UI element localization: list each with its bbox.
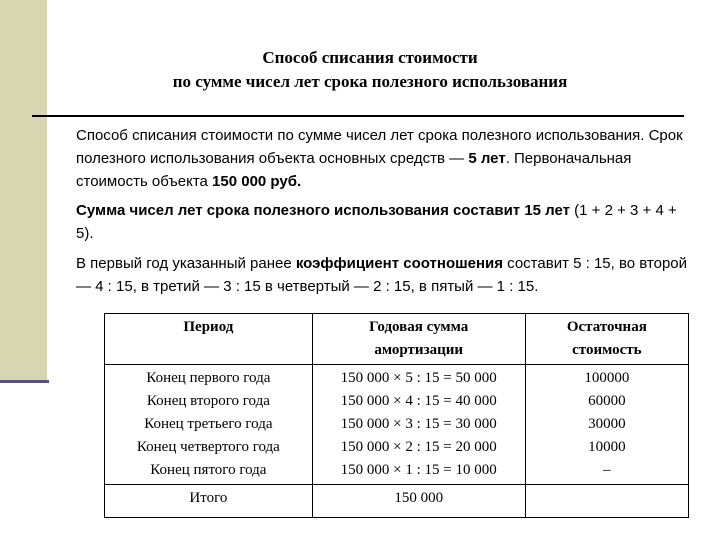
header-annual-amount-line2: амортизации <box>374 342 464 358</box>
title-line-2: по сумме чисел лет срока полезного использования <box>172 72 568 91</box>
p2-text: (1 + 2 + 3 + 4 + 5). <box>76 202 677 242</box>
header-residual-value-line2: стоимость <box>572 342 642 358</box>
amount-4: 150 000 × 2 : 15 = 20 000 <box>340 439 497 455</box>
paragraph-coefficients <box>76 252 696 298</box>
residual-4: 10000 <box>588 439 626 455</box>
amount-5: 150 000 × 1 : 15 = 10 000 <box>340 462 497 478</box>
period-4: Конец четвертого года <box>136 439 280 455</box>
period-1: Конец первого года <box>146 370 271 386</box>
total-empty-cell <box>525 485 688 518</box>
p1-bold-term: 5 лет <box>468 150 506 167</box>
side-decoration-bar <box>0 0 47 382</box>
p1-bold-cost: 150 000 руб. <box>212 173 302 190</box>
amount-2: 150 000 × 4 : 15 = 40 000 <box>340 393 497 409</box>
total-label: Итого <box>105 485 313 518</box>
period-3: Конец третьего года <box>144 416 273 432</box>
residual-5: – <box>603 462 611 478</box>
amortization-table <box>104 313 689 518</box>
side-decoration-rule <box>0 380 49 383</box>
header-period: Период <box>105 314 313 365</box>
amount-cell <box>312 365 525 485</box>
residual-1: 100000 <box>584 370 630 386</box>
period-cell <box>105 365 313 485</box>
residual-3: 30000 <box>588 416 626 432</box>
paragraph-intro <box>76 124 696 193</box>
header-residual-value-line1: Остаточная <box>566 319 647 335</box>
p3-text-2: составит 5 : 15, во второй — 4 : 15, в третий — 3 : 15 в четвертый — 2 : 15, в пятый — 1 : 15. <box>76 255 688 295</box>
header-annual-amount-line1: Годовая сумма <box>369 319 469 335</box>
total-value: 150 000 <box>312 485 525 518</box>
table-total-row <box>105 485 689 518</box>
paragraph-sum-years <box>76 199 696 245</box>
header-residual-value <box>525 314 688 365</box>
table-body-row <box>105 365 689 485</box>
p1-text-1: Способ списания стоимости по сумме чисел лет срока полезного использования. Срок полезного использования объекта основных средств — <box>76 127 683 167</box>
p3-text-1: В первый год указанный ранее <box>76 255 296 272</box>
table-header-row <box>105 314 689 365</box>
residual-cell <box>525 365 688 485</box>
p2-bold: Сумма чисел лет срока полезного использования составит 15 лет <box>76 202 570 219</box>
period-2: Конец второго года <box>146 393 270 409</box>
p3-bold: коэффициент соотношения <box>295 255 503 272</box>
period-5: Конец пятого года <box>150 462 267 478</box>
title-line-1: Способ списания стоимости <box>262 48 478 67</box>
residual-2: 60000 <box>588 393 626 409</box>
amount-1: 150 000 × 5 : 15 = 50 000 <box>340 370 497 386</box>
header-annual-amount <box>312 314 525 365</box>
title-divider <box>32 115 684 117</box>
p1-text-2: . Первоначальная стоимость объекта <box>76 150 632 190</box>
page-title <box>130 46 610 94</box>
amount-3: 150 000 × 3 : 15 = 30 000 <box>340 416 497 432</box>
